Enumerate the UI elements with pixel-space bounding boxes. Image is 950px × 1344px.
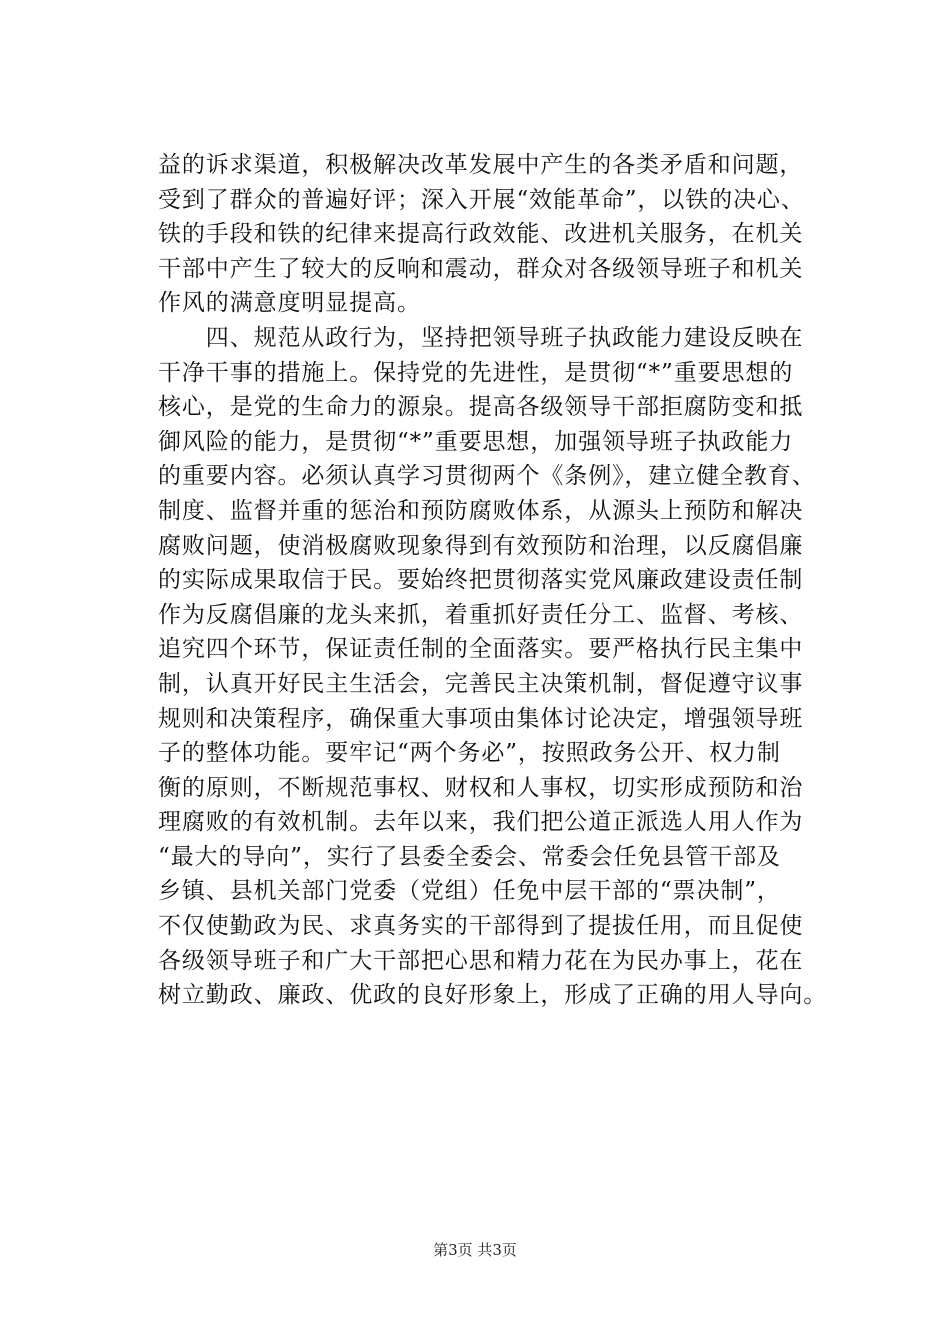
text-line: 四、规范从政行为，坚持把领导班子执政能力建设反映在	[158, 324, 804, 351]
text-line: 衡的原则，不断规范事权、财权和人事权，切实形成预防和治	[158, 774, 804, 801]
text-line: 追究四个环节，保证责任制的全面落实。要严格执行民主集中	[158, 636, 804, 663]
text-line: 各级领导班子和广大干部把心思和精力花在为民办事上，花在	[158, 947, 804, 974]
text-line: 干净干事的措施上。保持党的先进性，是贯彻“*”重要思想的	[158, 359, 794, 386]
text-line: 核心，是党的生命力的源泉。提高各级领导干部拒腐防变和抵	[158, 394, 804, 421]
text-line: 益的诉求渠道，积极解决改革发展中产生的各类矛盾和问题，	[158, 152, 804, 178]
text-line: 干部中产生了较大的反响和震动，群众对各级领导班子和机关	[158, 255, 804, 282]
text-line: 腐败问题，使消极腐败现象得到有效预防和治理，以反腐倡廉	[158, 532, 804, 559]
text-line: 受到了群众的普遍好评；深入开展“效能革命”，以铁的决心、	[158, 186, 805, 213]
text-line: 的实际成果取信于民。要始终把贯彻落实党风廉政建设责任制	[158, 567, 804, 594]
text-line: 不仅使勤政为民、求真务实的干部得到了提拔任用，而且促使	[158, 913, 804, 940]
page-footer: 第3页 共3页	[433, 1241, 517, 1259]
text-line: 铁的手段和铁的纪律来提高行政效能、改进机关服务，在机关	[158, 221, 804, 248]
text-line: 制，认真开好民主生活会，完善民主决策机制，督促遵守议事	[158, 670, 804, 697]
text-line: 树立勤政、廉政、优政的良好形象上，形成了正确的用人导向。	[158, 982, 828, 1009]
text-line: 乡镇、县机关部门党委（党组）任免中层干部的“票决制”，	[158, 878, 781, 905]
text-line: 作风的满意度明显提高。	[158, 290, 421, 317]
text-line: 的重要内容。必须认真学习贯彻两个《条例》，建立健全教育、	[158, 463, 816, 490]
text-line: 制度、监督并重的惩治和预防腐败体系，从源头上预防和解决	[158, 497, 804, 524]
text-line: 规则和决策程序，确保重大事项由集体讨论决定，增强领导班	[158, 705, 804, 732]
text-line: 作为反腐倡廉的龙头来抓，着重抓好责任分工、监督、考核、	[158, 601, 804, 628]
body-text	[158, 148, 838, 1013]
text-line: “最大的导向”，实行了县委全委会、常委会任免县管干部及	[158, 843, 781, 870]
text-line: 御风险的能力，是贯彻“*”重要思想，加强领导班子执政能力	[158, 428, 794, 455]
text-line: 理腐败的有效机制。去年以来，我们把公道正派选人用人作为	[158, 809, 804, 836]
text-line: 子的整体功能。要牢记“两个务必”，按照政务公开、权力制	[158, 740, 781, 767]
